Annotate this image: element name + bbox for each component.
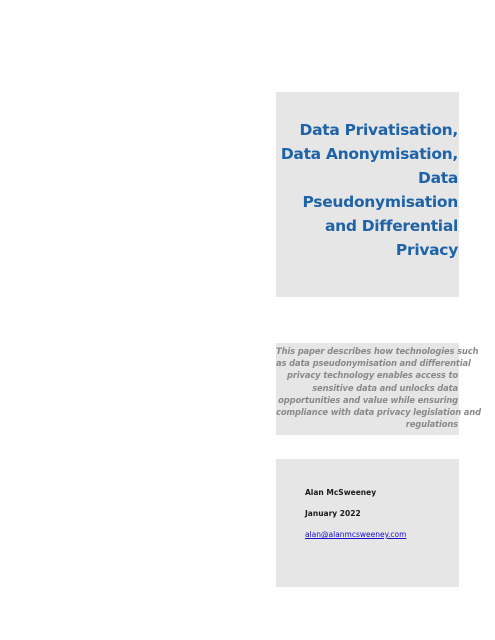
abstract-line: opportunities and value while ensuring <box>278 394 458 405</box>
abstract-line: privacy technology enables access to <box>286 370 458 381</box>
title-line: Pseudonymisation <box>302 193 458 211</box>
title-box <box>276 92 459 297</box>
publication-date: January 2022 <box>305 509 361 518</box>
title-line: Data <box>418 169 458 187</box>
author-email-link[interactable]: alan@alanmcsweeney.com <box>305 530 407 539</box>
title-line: Data Anonymisation, <box>280 145 458 163</box>
title-line: and Differential <box>324 217 458 235</box>
abstract-line: regulations <box>405 419 458 430</box>
abstract-line: compliance with data privacy legislation and <box>276 407 481 418</box>
abstract-line: This paper describes how technologies such <box>276 346 479 356</box>
abstract-box <box>276 343 481 435</box>
author-box <box>276 459 459 587</box>
abstract-line: as data pseudonymisation and differential <box>276 358 471 369</box>
abstract-line: sensitive data and unlocks data <box>312 382 458 393</box>
title-line: Data Privatisation, <box>299 121 458 139</box>
author-name: Alan McSweeney <box>305 488 377 497</box>
title-line: Privacy <box>395 241 458 259</box>
